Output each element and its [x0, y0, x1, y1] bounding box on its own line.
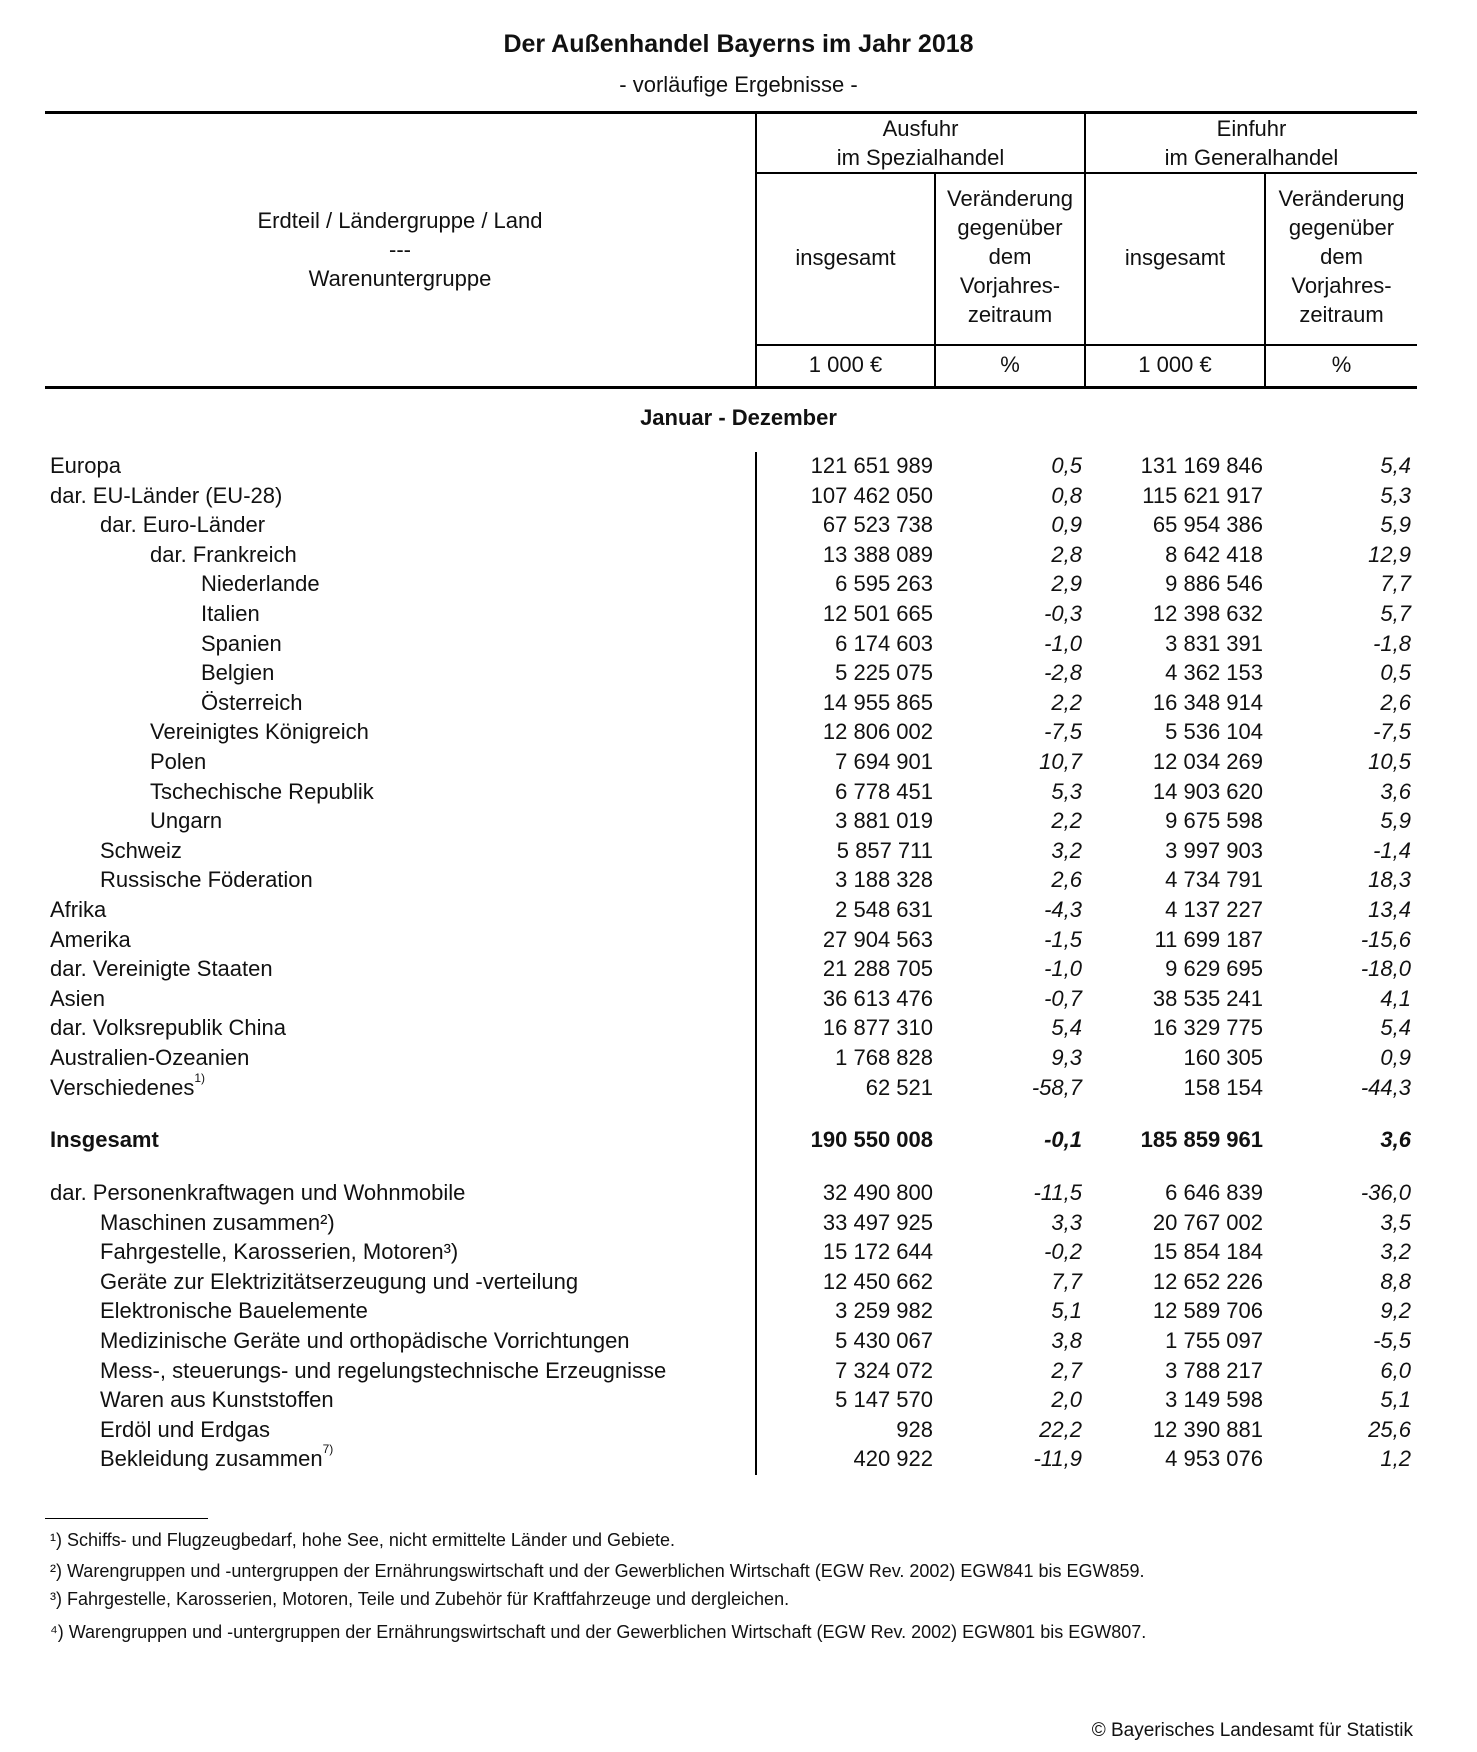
import-change: -1,8 [1373, 630, 1411, 656]
goods-row [0, 1269, 1477, 1299]
copyright: © Bayerisches Landesamt für Statistik [1091, 1720, 1413, 1741]
export-change: 0,8 [1051, 482, 1082, 508]
table-row [0, 719, 1477, 749]
import-change: 5,1 [1380, 1387, 1411, 1413]
goods-row [0, 1387, 1477, 1417]
change-line: Vorjahres- [959, 273, 1061, 298]
table-row [0, 660, 1477, 690]
period-heading: Januar - Dezember [640, 405, 837, 430]
table-row [0, 808, 1477, 838]
row-label-header-line1: Erdteil / Ländergruppe / Land [257, 208, 543, 233]
row-label-text: Ungarn [150, 808, 223, 834]
import-value: 3 149 598 [1165, 1387, 1263, 1413]
table-row [0, 986, 1477, 1016]
import-value: 12 034 269 [1152, 749, 1263, 774]
export-header-line2: im Spezialhandel [836, 145, 1005, 170]
export-change: 5,4 [1051, 1015, 1082, 1041]
import-value: 158 154 [1183, 1074, 1263, 1100]
import-value: 15 854 184 [1152, 1239, 1263, 1265]
table-row [0, 1070, 1477, 1105]
row-label-text: Polen [150, 749, 207, 774]
export-value: 928 [896, 1416, 933, 1442]
export-value: 1 768 828 [835, 1045, 933, 1070]
import-value: 160 305 [1183, 1045, 1263, 1070]
export-value: 14 955 865 [822, 689, 933, 715]
import-change: -15,6 [1360, 926, 1411, 952]
row-label [50, 927, 131, 953]
import-value: 16 348 914 [1152, 689, 1263, 715]
export-change: -58,7 [1031, 1074, 1082, 1100]
export-value: 21 288 705 [822, 956, 933, 982]
import-change: 2,6 [1380, 689, 1411, 715]
import-value: 4 953 076 [1165, 1446, 1263, 1472]
row-label-text: Geräte zur Elektrizitätserzeugung und -verteilung [100, 1268, 579, 1294]
row-label-text: dar. Vereinigte Staaten [50, 956, 273, 982]
import-value: 9 675 598 [1165, 808, 1263, 834]
import-change: 9,2 [1380, 1298, 1411, 1324]
row-label [100, 867, 313, 893]
row-label [50, 986, 105, 1012]
row-label-text: Amerika [50, 926, 131, 952]
import-change: 25,6 [1368, 1416, 1411, 1442]
table-row [0, 601, 1477, 631]
export-change: 2,6 [1051, 867, 1082, 893]
table-row [0, 542, 1477, 572]
export-value: 2 548 631 [835, 897, 933, 922]
export-value: 5 430 067 [835, 1328, 933, 1353]
row-label [150, 749, 206, 775]
export-value: 5 857 711 [836, 837, 933, 863]
import-value: 38 535 241 [1152, 985, 1263, 1011]
row-label-text: Bekleidung zusammen [100, 1446, 323, 1472]
import-unit: 1 000 € [1138, 352, 1212, 377]
goods-row [0, 1328, 1477, 1358]
goods-row [0, 1358, 1477, 1388]
table-row [0, 897, 1477, 927]
export-change: -1,5 [1044, 926, 1082, 952]
import-value: 3 788 217 [1165, 1357, 1263, 1383]
row-label [50, 1127, 159, 1153]
import-change: 18,3 [1368, 867, 1411, 893]
row-label [100, 1417, 270, 1443]
change-line: Vorjahres- [1291, 273, 1392, 298]
row-label [100, 512, 265, 538]
table-row [0, 1015, 1477, 1045]
change-line: dem [988, 244, 1032, 269]
export-change: 5,1 [1051, 1298, 1082, 1324]
export-change: 2,2 [1051, 808, 1082, 834]
export-change: -1,0 [1044, 630, 1082, 656]
row-label-text: Europa [50, 453, 121, 478]
export-change: 10,7 [1039, 749, 1082, 774]
export-value: 36 613 476 [822, 985, 933, 1011]
row-label-text: dar. Personenkraftwagen und Wohnmobile [50, 1180, 466, 1205]
header-group-rule-import [1086, 172, 1417, 174]
export-change: -0,7 [1044, 985, 1082, 1011]
footnote-marker: 7) [322, 1442, 334, 1457]
row-label [100, 1358, 666, 1384]
import-value: 8 642 418 [1165, 541, 1263, 567]
row-label-text: Waren aus Kunststoffen [100, 1387, 334, 1413]
goods-row [0, 1180, 1477, 1210]
header-unit-rule [757, 344, 1417, 346]
import-change: 8,8 [1380, 1268, 1411, 1294]
footnote-2: ²) Warengruppen und -untergruppen der Ernährungswirtschaft und der Gewerblichen Wirtschaft (EGW Rev. 2002) EGW841 bis EGW859. [50, 1561, 1145, 1581]
header-group-rule-export [757, 172, 1084, 174]
row-label-text: Schweiz [100, 837, 182, 863]
row-label-text: Mess-, steuerungs- und regelungstechnische Erzeugnisse [100, 1357, 667, 1383]
import-value: 3 997 903 [1165, 837, 1263, 863]
row-label [50, 956, 273, 982]
export-change-header [936, 184, 1084, 329]
import-value: 6 646 839 [1165, 1180, 1263, 1205]
export-change: 22,2 [1039, 1416, 1082, 1442]
table-row [0, 1045, 1477, 1075]
export-value: 190 550 008 [810, 1127, 933, 1152]
table-row [0, 483, 1477, 513]
row-label-header [45, 206, 755, 293]
footnote-rule [45, 1518, 208, 1519]
goods-row [0, 1298, 1477, 1328]
export-value: 6 174 603 [835, 630, 933, 656]
import-change: 5,9 [1380, 512, 1411, 538]
export-change: -0,1 [1044, 1127, 1082, 1152]
import-change: 3,5 [1380, 1209, 1411, 1235]
table-row [0, 867, 1477, 897]
footnote-4: ⁴) Warengruppen und -untergruppen der Ernährungswirtschaft und der Gewerblichen Wirtschaft (EGW Rev. 2002) EGW801 bis EGW807. [50, 1622, 1147, 1642]
export-change: 3,2 [1051, 837, 1082, 863]
import-change: 0,5 [1380, 660, 1411, 686]
import-change: 13,4 [1368, 897, 1411, 922]
footnote-1: ¹) Schiffs- und Flugzeugbedarf, hohe See, nicht ermittelte Länder und Gebiete. [50, 1530, 676, 1550]
table-row [0, 453, 1477, 483]
export-change: 2,2 [1051, 689, 1082, 715]
import-value: 185 859 961 [1140, 1127, 1263, 1152]
row-label-text: Vereinigtes Königreich [150, 719, 369, 745]
row-label [100, 1269, 578, 1295]
import-total-header: insgesamt [1124, 245, 1226, 270]
row-label-text: Verschiedenes [50, 1074, 195, 1100]
row-label [100, 1442, 334, 1472]
goods-row [0, 1210, 1477, 1240]
table-row [0, 690, 1477, 720]
import-value: 3 831 391 [1165, 630, 1263, 656]
row-label-header-line3: Warenuntergruppe [308, 266, 492, 291]
export-change: 2,7 [1051, 1357, 1082, 1383]
import-value: 12 390 881 [1152, 1416, 1263, 1442]
row-label [100, 1239, 458, 1265]
table-row [0, 631, 1477, 661]
export-change: 7,7 [1051, 1268, 1082, 1294]
row-label [201, 690, 302, 716]
table-row [0, 571, 1477, 601]
row-label-text: Niederlande [201, 571, 320, 597]
row-label [50, 1015, 286, 1041]
row-label-text: Spanien [201, 630, 282, 656]
export-change: -11,9 [1033, 1446, 1082, 1472]
import-value: 9 886 546 [1165, 571, 1263, 597]
export-group-header [757, 114, 1084, 172]
table-row [0, 749, 1477, 779]
import-value: 11 699 187 [1154, 926, 1263, 952]
total-row [0, 1127, 1477, 1157]
row-label-text: Asien [50, 985, 106, 1011]
row-label [50, 483, 282, 509]
footnote-3: ³) Fahrgestelle, Karosserien, Motoren, Teile und Zubehör für Kraftfahrzeuge und dergleichen. [50, 1589, 790, 1609]
export-value: 420 922 [853, 1446, 933, 1472]
export-change: 9,3 [1051, 1045, 1082, 1070]
export-change: -7,5 [1044, 719, 1082, 745]
import-value: 4 137 227 [1165, 897, 1263, 922]
import-change: 3,6 [1380, 778, 1411, 804]
export-value: 15 172 644 [822, 1239, 933, 1265]
table-row [0, 838, 1477, 868]
row-label-text: dar. Volksrepublik China [50, 1015, 287, 1041]
row-label [201, 660, 274, 686]
import-group-header [1086, 114, 1417, 172]
export-change: -11,5 [1033, 1180, 1082, 1205]
row-label-text: Australien-Ozeanien [50, 1045, 250, 1070]
change-line: zeitraum [1299, 302, 1384, 327]
export-value: 12 806 002 [822, 719, 933, 745]
import-value: 5 536 104 [1165, 719, 1263, 745]
row-label-text: Elektronische Bauelemente [100, 1298, 368, 1324]
row-label [100, 1210, 335, 1236]
row-label-text: dar. EU-Länder (EU-28) [50, 482, 283, 508]
row-label-text: Italien [201, 601, 260, 626]
change-line: gegenüber [957, 215, 1063, 240]
page-subtitle: - vorläufige Ergebnisse - [619, 72, 858, 97]
import-change: 10,5 [1368, 749, 1411, 774]
import-change: -5,5 [1373, 1328, 1411, 1353]
change-line: zeitraum [967, 302, 1053, 327]
footnote-marker: 1) [194, 1070, 205, 1085]
import-change: 12,9 [1368, 541, 1411, 567]
import-change: 5,7 [1380, 601, 1411, 626]
export-change: -0,2 [1044, 1239, 1082, 1265]
export-value: 107 462 050 [810, 482, 933, 508]
import-change: 5,9 [1380, 808, 1411, 834]
change-line: dem [1320, 244, 1363, 269]
export-change: -4,3 [1044, 897, 1082, 922]
import-change: -1,4 [1373, 837, 1411, 863]
row-label [150, 779, 374, 805]
export-change: 3,3 [1051, 1209, 1082, 1235]
row-label-text: dar. Euro-Länder [100, 512, 266, 538]
header-bottom-rule [45, 386, 1417, 389]
export-change-unit: % [1000, 352, 1020, 377]
import-header-line2: im Generalhandel [1164, 145, 1339, 170]
import-value: 12 589 706 [1152, 1298, 1263, 1324]
export-change: 3,8 [1051, 1328, 1082, 1353]
goods-row [0, 1239, 1477, 1269]
row-label-text: Russische Föderation [100, 867, 313, 893]
export-change: 2,9 [1051, 571, 1082, 597]
export-value: 62 521 [865, 1074, 933, 1100]
import-change: 7,7 [1380, 571, 1411, 597]
import-value: 16 329 775 [1152, 1015, 1263, 1041]
table-row [0, 779, 1477, 809]
export-total-header: insgesamt [795, 245, 896, 270]
change-line: gegenüber [1288, 215, 1395, 240]
import-change: 3,6 [1380, 1127, 1411, 1152]
export-value: 7 694 901 [835, 749, 933, 774]
import-value: 4 734 791 [1165, 867, 1263, 893]
import-value: 20 767 002 [1152, 1209, 1263, 1235]
export-value: 3 881 019 [835, 808, 933, 834]
import-change: -44,3 [1360, 1074, 1411, 1100]
import-change: 5,3 [1380, 482, 1411, 508]
row-label-text: Afrika [50, 897, 107, 922]
row-label [50, 897, 106, 923]
import-value: 12 652 226 [1152, 1268, 1263, 1294]
export-value: 5 147 570 [835, 1387, 933, 1413]
row-label [150, 542, 297, 568]
row-label [150, 808, 222, 834]
export-value: 13 388 089 [822, 541, 933, 567]
row-label [150, 719, 369, 745]
import-change: 1,2 [1380, 1446, 1411, 1472]
export-change: 2,0 [1051, 1387, 1082, 1413]
export-value: 7 324 072 [835, 1357, 933, 1383]
export-value: 12 501 665 [822, 601, 933, 626]
row-label-text: dar. Frankreich [150, 541, 297, 567]
row-label [100, 1387, 334, 1413]
goods-row [0, 1442, 1477, 1476]
row-label [100, 1298, 368, 1324]
row-label [50, 1180, 465, 1206]
import-change: 5,4 [1380, 1015, 1411, 1041]
import-value: 12 398 632 [1152, 601, 1263, 626]
export-value: 5 225 075 [835, 660, 933, 686]
export-change: 0,9 [1051, 512, 1082, 538]
row-label [50, 1070, 205, 1101]
export-change: 2,8 [1051, 541, 1082, 567]
import-value: 115 621 917 [1142, 482, 1263, 508]
page-title: Der Außenhandel Bayerns im Jahr 2018 [503, 30, 974, 58]
import-change: -36,0 [1360, 1180, 1411, 1205]
row-label-text: Maschinen zusammen²) [100, 1209, 335, 1235]
row-label-text: Erdöl und Erdgas [100, 1416, 270, 1442]
table-row [0, 927, 1477, 957]
row-label-text: Österreich [201, 689, 303, 715]
export-change: -2,8 [1044, 660, 1082, 686]
change-line: Veränderung [1278, 186, 1405, 211]
table-row [0, 512, 1477, 542]
import-change: 5,4 [1380, 453, 1411, 478]
import-change: 4,1 [1380, 985, 1411, 1011]
export-unit: 1 000 € [808, 352, 883, 377]
row-label [100, 838, 182, 864]
export-value: 3 188 328 [835, 867, 933, 893]
table-row [0, 956, 1477, 986]
row-label-text: Tschechische Republik [150, 778, 374, 804]
export-change: 5,3 [1051, 778, 1082, 804]
import-change: 6,0 [1380, 1357, 1411, 1383]
row-label-text: Fahrgestelle, Karosserien, Motoren³) [100, 1239, 459, 1265]
export-change: -0,3 [1044, 601, 1082, 626]
export-value: 6 778 451 [835, 778, 933, 804]
export-change: 0,5 [1051, 453, 1082, 478]
import-value: 65 954 386 [1152, 512, 1263, 538]
row-label [201, 631, 282, 657]
import-value: 9 629 695 [1165, 956, 1263, 982]
import-change-unit: % [1331, 352, 1352, 377]
import-change: 0,9 [1380, 1045, 1411, 1070]
row-label [100, 1328, 630, 1354]
row-label-header-line2: --- [389, 237, 411, 262]
row-label-text: Insgesamt [50, 1127, 159, 1152]
import-value: 131 169 846 [1140, 453, 1263, 478]
row-label [201, 571, 320, 597]
import-value: 4 362 153 [1165, 660, 1263, 686]
import-header-line1: Einfuhr [1216, 116, 1287, 141]
export-value: 27 904 563 [822, 926, 933, 952]
import-change: 3,2 [1380, 1239, 1411, 1265]
row-label-text: Belgien [201, 660, 275, 686]
export-value: 33 497 925 [822, 1209, 933, 1235]
export-header-line1: Ausfuhr [882, 116, 959, 141]
row-label [50, 453, 121, 479]
export-value: 121 651 989 [810, 453, 933, 478]
row-label [201, 601, 260, 627]
export-value: 67 523 738 [822, 512, 933, 538]
row-label-text: Medizinische Geräte und orthopädische Vorrichtungen [100, 1328, 630, 1353]
import-value: 1 755 097 [1165, 1328, 1263, 1353]
import-change-header [1266, 184, 1417, 329]
import-change: -7,5 [1373, 719, 1411, 745]
export-value: 3 259 982 [835, 1298, 933, 1324]
export-change: -1,0 [1044, 956, 1082, 982]
change-line: Veränderung [947, 186, 1073, 211]
export-value: 32 490 800 [822, 1180, 933, 1205]
goods-row [0, 1417, 1477, 1447]
import-value: 14 903 620 [1152, 778, 1263, 804]
row-label [50, 1045, 249, 1071]
export-value: 6 595 263 [835, 571, 933, 597]
export-value: 12 450 662 [822, 1268, 933, 1294]
import-change: -18,0 [1360, 956, 1411, 982]
export-value: 16 877 310 [822, 1015, 933, 1041]
